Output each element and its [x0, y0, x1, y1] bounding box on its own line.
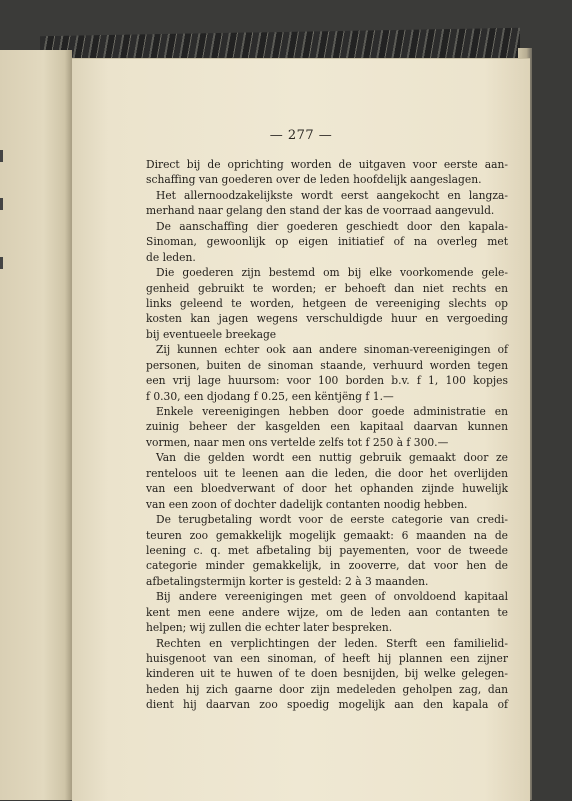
page-number: — 277 —	[269, 128, 333, 143]
text-line: de leden.	[146, 250, 196, 264]
text-line: Sinoman, gewoonlijk op eigen initiatief of na overleg met	[146, 235, 508, 249]
text-line: De terugbetaling wordt voor de eerste categorie van credi-	[156, 513, 508, 527]
text-line: heden hij zich gaarne door zijn medeleden geholpen zag, dan	[146, 682, 508, 696]
text-line: vormen, naar men ons vertelde zelfs tot f 250 à f 300.—	[146, 435, 449, 449]
book-page	[72, 58, 530, 801]
text-line: huisgenoot van een sinoman, of heeft hij plannen een zijner	[146, 652, 508, 665]
text-line: renteloos uit te leenen aan die leden, die door het overlijden	[146, 466, 508, 480]
text-line: zuinig beheer der kasgelden een kapitaal daarvan kunnen	[146, 420, 508, 434]
body-text	[146, 157, 508, 713]
text-line: personen, buiten de sinoman staande, verhuurd worden tegen	[146, 358, 508, 372]
text-line: De aanschaffing dier goederen geschiedt door den kapala-	[156, 219, 508, 233]
text-line: genheid gebruikt te worden; er behoeft dan niet rechts en	[146, 281, 508, 295]
text-line: Direct bij de oprichting worden de uitgaven voor eerste aan-	[146, 158, 508, 171]
left-page-mark	[0, 150, 3, 162]
left-page-mark	[0, 198, 3, 210]
left-page-edge	[0, 50, 72, 800]
text-line: bij eventueele breekage	[146, 327, 277, 341]
text-line: merhand naar gelang den stand der kas de voorraad aangevuld.	[146, 204, 495, 218]
text-line: Die goederen zijn bestemd om bij elke voorkomende gele-	[156, 266, 508, 280]
left-page-mark	[0, 257, 3, 269]
text-line: Rechten en verplichtingen der leden. Sterft een familielid-	[156, 636, 508, 650]
text-line: van een bloedverwant of door het ophanden zijnde huwelijk	[146, 482, 508, 496]
text-line: Het allernoodzakelijkste wordt eerst aangekocht en langza-	[156, 188, 508, 202]
text-line: categorie minder gemakkelijk, in zooverre, dat voor hen de	[146, 559, 508, 573]
text-line: leening c. q. met afbetaling bij payementen, voor de tweede	[146, 543, 508, 557]
text-line: Van die gelden wordt een nuttig gebruik gemaakt door ze	[156, 451, 508, 465]
text-line: Bij andere vereenigingen met geen of onvoldoend kapitaal	[156, 590, 508, 604]
text-line: kinderen uit te huwen of te doen besnijden, bij welke gelegen-	[146, 667, 508, 681]
text-line: dient hij daarvan zoo spoedig mogelijk aan den kapala of	[146, 698, 508, 712]
text-line: f 0.30, een djodang f 0.25, een këntjëng f 1.—	[146, 389, 394, 403]
text-line: kosten kan jagen wegens verschuldigde huur en vergoeding	[146, 312, 508, 326]
text-line: een vrij lage huursom: voor 100 borden b.v. f 1, 100 kopjes	[146, 374, 508, 388]
text-line: Zij kunnen echter ook aan andere sinoman-vereenigingen of	[156, 343, 508, 357]
text-line: schaffing van goederen over de leden hoofdelijk aangeslagen.	[146, 173, 482, 187]
text-line: afbetalingstermijn korter is gesteld: 2 à 3 maanden.	[146, 574, 429, 588]
text-line: links geleend te worden, hetgeen de vereeniging slechts op	[146, 296, 508, 310]
text-line: van een zoon of dochter dadelijk contanten noodig hebben.	[146, 497, 468, 511]
text-line: Enkele vereenigingen hebben door goede administratie en	[156, 405, 508, 418]
text-line: helpen; wij zullen die echter later bespreken.	[146, 621, 393, 635]
text-line: kent men eene andere wijze, om de leden aan contanten te	[146, 605, 508, 619]
text-line: teuren zoo gemakkelijk mogelijk gemaakt: 6 maanden na de	[146, 528, 508, 542]
